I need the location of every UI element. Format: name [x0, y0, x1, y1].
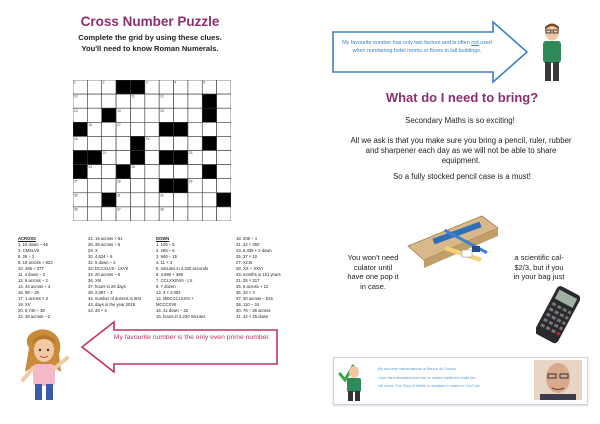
clue-item: 43. days in the year 2018 — [88, 302, 136, 307]
clue-item: 11. 4 down – 2 — [18, 272, 46, 277]
grid-cell-black — [116, 80, 130, 94]
clue-item: 3. CMXLVII — [18, 248, 40, 253]
grid-cell[interactable] — [145, 108, 159, 122]
clue-item: 15. 41 down – 22 — [156, 308, 189, 313]
clue-item: 32. 5 down – 2 — [88, 260, 116, 265]
grid-cell[interactable] — [188, 136, 202, 150]
grid-clue-number: 5 — [203, 80, 206, 85]
grid-cell-black — [73, 165, 87, 179]
grid-clue-number: 10 — [74, 94, 78, 99]
grid-cell[interactable] — [102, 207, 116, 221]
clue-item: 22. 38 across – 2 — [18, 314, 51, 319]
clue-item: 38. 110 – 34 — [236, 302, 259, 307]
grid-cell[interactable] — [188, 80, 202, 94]
grid-cell-black — [159, 151, 173, 165]
clue-column-4 — [236, 236, 281, 320]
bring-line-3: So a fully stocked pencil case is a must! — [393, 172, 531, 181]
clue-item: 7. CCLXXXVIII - LX — [156, 278, 193, 283]
box-line-1: My favourite mathematician is Marcus du Sautoy. — [378, 367, 457, 371]
clue-item: 40. 76 ÷ 36 across — [236, 308, 271, 313]
calc-left-line-3: have one pop it — [347, 272, 399, 281]
clue-item: 44. 33 + 4 — [88, 308, 107, 313]
clue-top-text-underlined: not — [471, 40, 479, 46]
grid-clue-number: 29 — [188, 179, 193, 184]
grid-cell-black — [202, 94, 216, 108]
grid-cell[interactable] — [202, 193, 216, 207]
box-line-3: His series 'The Story of Maths' is available to watch on YouTube. — [378, 384, 481, 388]
clue-item: 33. DCCXLVII - LXVII — [88, 266, 128, 271]
grid-cell[interactable] — [130, 179, 144, 193]
mathematician-photo — [534, 360, 582, 400]
clue-item: 12. 8 across – 2 — [18, 278, 48, 283]
grid-clue-number: 21 — [102, 151, 107, 156]
grid-cell[interactable] — [217, 165, 231, 179]
grid-clue-number: 1 — [74, 80, 76, 85]
clue-item: 16. 98 – 25 — [18, 290, 39, 295]
grid-cell[interactable] — [130, 122, 144, 136]
grid-cell[interactable] — [174, 136, 188, 150]
box-line-2: I love his enthusiasm and how he makes maths fun really fun. — [378, 375, 477, 380]
grid-cell[interactable] — [102, 165, 116, 179]
grid-clue-number: 16 — [88, 122, 92, 127]
grid-cell[interactable] — [174, 108, 188, 122]
clue-item: 34. 20 across – 6 — [88, 272, 121, 277]
scientific-calculator-illustration — [536, 286, 580, 346]
grid-clue-number: 28 — [117, 179, 121, 184]
clue-item: 16. hours in 2,220 minutes — [156, 314, 206, 319]
clue-item: 1. 15 down – 46 — [18, 242, 48, 247]
clue-item: 42. number of dozens in 504 — [88, 296, 142, 301]
grid-cell[interactable] — [116, 94, 130, 108]
grid-cell-black — [130, 80, 144, 94]
grid-cell-black — [130, 136, 144, 150]
grid-cell[interactable] — [217, 94, 231, 108]
calculator-text-left — [338, 253, 408, 291]
grid-cell[interactable] — [188, 94, 202, 108]
bring-line-1: Secondary Maths is so exciting! — [405, 116, 515, 125]
clue-item: 27. XCIII — [236, 260, 253, 265]
clue-item: 20. 5,740 ÷ 38 — [18, 308, 45, 313]
cartoon-teacher-illustration — [535, 22, 569, 84]
clue-item: 23. 6,435 + 2 down — [236, 248, 272, 253]
grid-clue-number: 27 — [74, 179, 78, 184]
grid-clue-number: 18 — [74, 137, 78, 141]
teacher-thumbs-up-illustration — [336, 360, 366, 402]
grid-cell-black — [102, 193, 116, 207]
calc-right-line-3: in your bag just — [513, 272, 565, 281]
mathematician-text — [378, 365, 528, 391]
clue-item: 37. hours in 26 days — [88, 284, 126, 289]
grid-cell[interactable] — [217, 136, 231, 150]
grid-cell[interactable] — [145, 207, 159, 221]
grid-cell[interactable] — [87, 207, 101, 221]
grid-cell[interactable] — [130, 193, 144, 207]
clue-item: 29. X — [88, 248, 98, 253]
clue-item: 28. XX + XXVI — [236, 266, 263, 271]
grid-clue-number: 23 — [188, 151, 193, 156]
grid-clue-number: 17 — [117, 122, 121, 127]
clue-item: 41. 42 × 25 down — [236, 314, 269, 319]
grid-clue-number: 24 — [88, 165, 92, 170]
clue-section-heading: DOWN — [156, 236, 170, 241]
grid-clue-number: 36 — [74, 207, 78, 212]
grid-cell[interactable] — [87, 108, 101, 122]
clue-item: 19. XV — [18, 302, 31, 307]
calculator-text-right — [504, 253, 574, 282]
grid-cell[interactable] — [116, 151, 130, 165]
grid-cell[interactable] — [202, 179, 216, 193]
calc-left-line-4: in case. — [360, 281, 386, 291]
grid-cell[interactable] — [202, 122, 216, 136]
grid-clue-number: 26 — [131, 165, 136, 170]
grid-cell[interactable] — [174, 193, 188, 207]
clue-column-3 — [156, 236, 208, 320]
grid-cell[interactable] — [188, 122, 202, 136]
calc-left-line-2: culator until — [353, 262, 393, 272]
clue-item: 26. 39 across ÷ 6 — [88, 242, 121, 247]
grid-cell-black — [174, 151, 188, 165]
grid-cell[interactable] — [87, 179, 101, 193]
clue-item: 37. 30 across – 515 — [236, 296, 273, 301]
favourite-number-clue-bottom: My favourite number is the only even prime number. — [113, 334, 271, 341]
clue-item: 17. 1 across × 3 — [18, 296, 48, 301]
grid-cell[interactable] — [174, 165, 188, 179]
cross-number-grid[interactable] — [73, 80, 231, 221]
grid-cell[interactable] — [102, 94, 116, 108]
grid-cell-black — [130, 151, 144, 165]
clue-item: 2. 265 – 5 — [156, 248, 175, 253]
clue-item: 35. 6 across + 12 — [236, 284, 269, 289]
grid-cell[interactable] — [217, 151, 231, 165]
clue-section-heading: ACROSS — [18, 236, 36, 241]
grid-clue-number: 32 — [160, 193, 164, 198]
favourite-number-arrow-left — [80, 320, 280, 374]
clue-top-text-before: My favourite number has only two factors and is often — [342, 40, 472, 46]
grid-cell[interactable] — [174, 94, 188, 108]
grid-clue-number: 12 — [160, 94, 164, 99]
grid-cell[interactable] — [145, 122, 159, 136]
clue-item: 9. 7 dozen — [156, 284, 176, 289]
grid-cell-black — [217, 193, 231, 207]
grid-cell[interactable] — [87, 80, 101, 94]
grid-cell[interactable] — [188, 193, 202, 207]
clue-item: 31. 25 × 317 — [236, 278, 260, 283]
grid-cell-black — [102, 108, 116, 122]
clue-item: 14. 44 across ÷ 4 — [18, 284, 51, 289]
clue-item: 6. 26 ÷ 2 — [18, 254, 35, 259]
grid-cell[interactable] — [159, 136, 173, 150]
clue-item: 25. 37 × 10 — [236, 254, 258, 259]
clue-item: 14. MDCCCLXXIV + — [156, 296, 195, 301]
clue-item: 24. 19 across × 51 — [88, 236, 123, 241]
bring-title: What do I need to bring? — [385, 90, 539, 105]
clue-item: 8. 19 across + 923 — [18, 260, 53, 265]
grid-cell[interactable] — [87, 94, 101, 108]
clue-item: 10. 265 + 377 — [18, 266, 44, 271]
clue-item: 29. months in 151 years — [236, 272, 281, 277]
grid-cell[interactable] — [217, 207, 231, 221]
puzzle-intro-line1: Complete the grid by using these clues. — [78, 33, 222, 42]
grid-cell[interactable] — [145, 193, 159, 207]
grid-cell[interactable] — [217, 122, 231, 136]
grid-clue-number: 37 — [117, 207, 121, 212]
grid-cell-black — [174, 122, 188, 136]
grid-cell[interactable] — [145, 151, 159, 165]
grid-cell[interactable] — [130, 207, 144, 221]
grid-clue-number: 13 — [74, 108, 78, 113]
grid-cell[interactable] — [188, 108, 202, 122]
calc-right-line-1: a scientific cal- — [514, 253, 564, 262]
clue-item: 18. 208 ÷ 4 — [236, 236, 257, 241]
clue-item: MCCCXVII — [156, 302, 177, 307]
grid-cell[interactable] — [202, 207, 216, 221]
grid-clue-number: 2 — [102, 80, 105, 85]
grid-clue-number: 38 — [160, 207, 164, 212]
grid-clue-number: 19 — [145, 137, 150, 141]
grid-clue-number: 4 — [174, 80, 177, 85]
grid-cell[interactable] — [188, 207, 202, 221]
clue-column-2 — [88, 236, 141, 314]
grid-cell[interactable] — [102, 136, 116, 150]
clue-column-1 — [18, 236, 53, 320]
grid-clue-number: 30 — [74, 193, 78, 198]
grid-cell[interactable] — [102, 179, 116, 193]
grid-clue-number: 31 — [117, 193, 121, 198]
pencil-case-illustration — [402, 206, 502, 276]
clue-item: 21. 22 × 350 — [236, 242, 260, 247]
grid-cell[interactable] — [102, 122, 116, 136]
clue-item: 5. minutes in 4,320 seconds — [156, 266, 209, 271]
grid-cell[interactable] — [130, 108, 144, 122]
clue-item: 30. 4,624 ÷ 8 — [88, 254, 113, 259]
clue-item: 3. 946 ÷ 15 — [156, 254, 177, 259]
clue-item: 1. 105 ÷ 5 — [156, 242, 175, 247]
grid-clue-number: 3 — [145, 80, 148, 85]
grid-cell-black — [202, 108, 216, 122]
grid-cell[interactable] — [159, 165, 173, 179]
grid-cell[interactable] — [145, 179, 159, 193]
calc-left-line-1: You won't need — [347, 253, 399, 262]
grid-cell-black — [159, 179, 173, 193]
grid-cell-black — [174, 179, 188, 193]
bring-line-2: All we ask is that you make sure you bring a pencil, ruler, rubber and sharpener each day as we will not be able to share equipment. — [350, 136, 572, 165]
puzzle-title: Cross Number Puzzle — [80, 14, 220, 29]
favourite-number-clue-top — [336, 40, 498, 55]
grid-clue-number: 14 — [117, 108, 121, 113]
grid-cell[interactable] — [116, 136, 130, 150]
grid-clue-number: 11 — [131, 94, 135, 99]
grid-cell[interactable] — [174, 207, 188, 221]
grid-cell[interactable] — [87, 193, 101, 207]
clue-item: 36. XIII — [88, 278, 102, 283]
grid-cell-black — [202, 136, 216, 150]
puzzle-intro-line2: You'll need to know Roman Numerals. — [81, 44, 219, 53]
grid-cell-black — [159, 122, 173, 136]
grid-cell[interactable] — [217, 80, 231, 94]
grid-cell[interactable] — [87, 136, 101, 150]
clue-item: 13. 3 × 2,062 — [156, 290, 181, 295]
grid-cell[interactable] — [159, 80, 173, 94]
grid-cell[interactable] — [145, 94, 159, 108]
grid-clue-number: 15 — [160, 108, 164, 113]
cartoon-girl-illustration — [15, 328, 73, 402]
clue-item: 8. 4,890 + 386 — [156, 272, 183, 277]
grid-cell[interactable] — [217, 108, 231, 122]
grid-cell-black — [73, 122, 87, 136]
clue-item: 4. 11 × 4 — [156, 260, 173, 265]
calc-right-line-2: $2/3, but if you — [514, 262, 564, 272]
clue-item: 39. 2,097 ÷ 3 — [88, 290, 113, 295]
grid-cell[interactable] — [217, 179, 231, 193]
clue-item: 36. 33 × 3 — [236, 290, 255, 295]
grid-cell[interactable] — [145, 165, 159, 179]
grid-cell-black — [116, 165, 130, 179]
grid-cell-black — [87, 151, 101, 165]
clue-top-text-after: used when numbering hotel rooms or floors in tall buildings. — [352, 40, 492, 54]
grid-cell-black — [73, 151, 87, 165]
grid-cell[interactable] — [202, 151, 216, 165]
grid-cell-black — [202, 165, 216, 179]
grid-cell[interactable] — [188, 165, 202, 179]
